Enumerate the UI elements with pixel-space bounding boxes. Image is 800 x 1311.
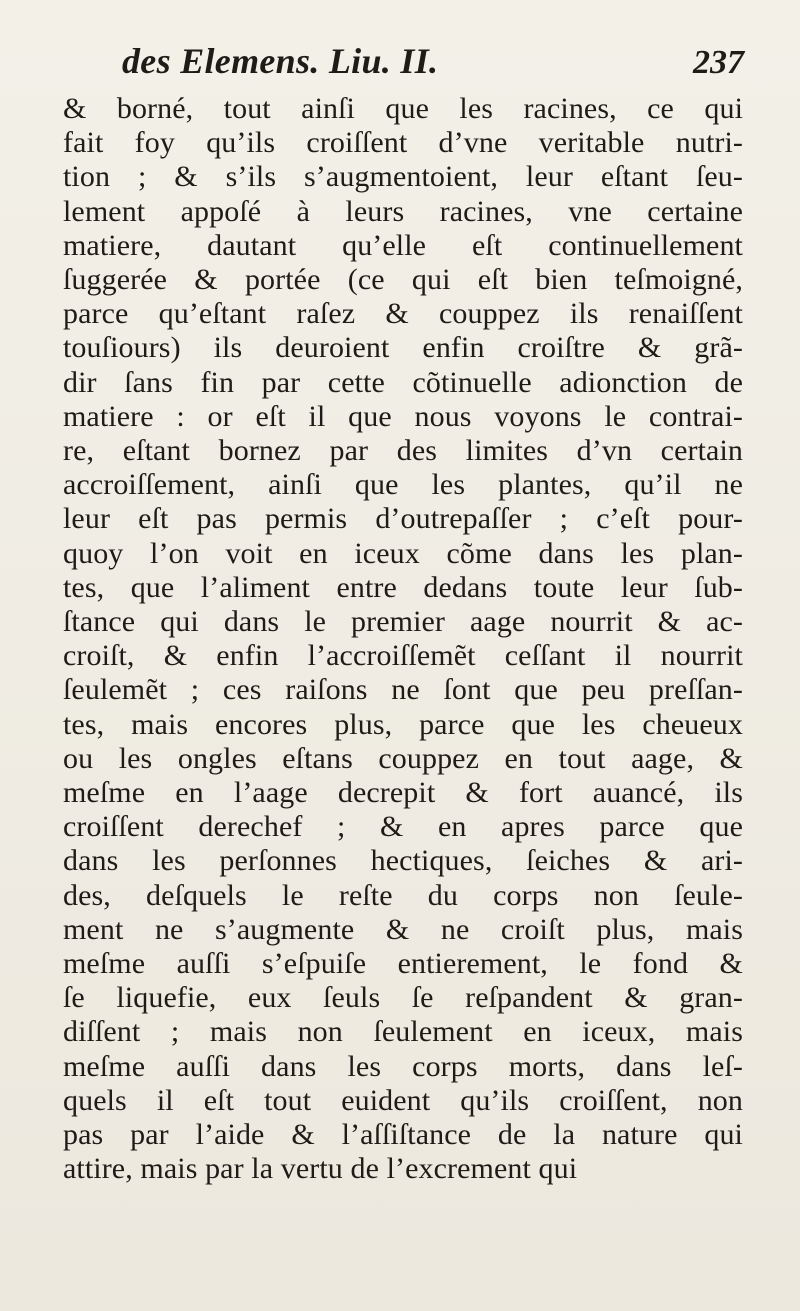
text-line: accroiſſement, ainſi que les plantes, qu’il ne: [63, 468, 743, 502]
text-line: des, deſquels le reſte du corps non ſeule-: [63, 878, 743, 912]
running-title: des Elemens. Liu. II.: [122, 41, 439, 81]
text-line: lement appoſé à leurs racines, vne certaine: [63, 194, 743, 228]
text-line: ment ne s’augmente & ne croiſt plus, mais: [63, 912, 743, 946]
text-line: tion ; & s’ils s’augmentoient, leur eſtant ſeu-: [63, 160, 743, 194]
text-line: meſme en l’aage decrepit & fort auancé, ils: [63, 776, 743, 810]
text-line: dir ſans fin par cette cõtinuelle adionction de: [63, 365, 743, 399]
text-line: ſeulemẽt ; ces raiſons ne ſont que peu preſſan-: [63, 673, 743, 707]
text-line: meſme auſſi s’eſpuiſe entierement, le fond &: [63, 947, 743, 981]
page-number: 237: [693, 44, 744, 81]
text-line: attire, mais par la vertu de l’excrement qui: [63, 1152, 578, 1186]
text-line: ſuggerée & portée (ce qui eſt bien teſmoigné,: [63, 263, 743, 297]
text-line: matiere, dautant qu’elle eſt continuellement: [63, 228, 743, 262]
text-line: tes, mais encores plus, parce que les cheueux: [63, 707, 743, 741]
text-line: parce qu’eſtant raſez & couppez ils renaiſſent: [63, 297, 743, 331]
text-line: matiere : or eſt il que nous voyons le contrai-: [63, 399, 743, 433]
text-line: quoy l’on voit en iceux cõme dans les plan-: [63, 536, 743, 570]
text-line: croiſſent derechef ; & en apres parce que: [63, 810, 743, 844]
body-text: [63, 92, 743, 1187]
text-line: & borné, tout ainſi que les racines, ce qui: [63, 92, 743, 125]
text-line: diſſent ; mais non ſeulement en iceux, mais: [63, 1015, 743, 1049]
text-line: re, eſtant bornez par des limites d’vn certain: [63, 434, 743, 468]
text-line: leur eſt pas permis d’outrepaſſer ; c’eſt pour-: [63, 502, 743, 536]
text-line: pas par l’aide & l’aſſiſtance de la nature qui: [63, 1118, 743, 1152]
text-line: dans les perſonnes hectiques, ſeiches & ari-: [63, 844, 743, 878]
text-line: fait foy qu’ils croiſſent d’vne veritable nutri-: [63, 126, 743, 160]
text-line: meſme auſſi dans les corps morts, dans leſ-: [63, 1049, 743, 1083]
page-header: [122, 40, 744, 82]
text-line: touſiours) ils deuroient enfin croiſtre & grã-: [63, 331, 743, 365]
text-line: croiſt, & enfin l’accroiſſemẽt ceſſant il nourrit: [63, 639, 743, 673]
text-line: ſe liquefie, eux ſeuls ſe reſpandent & gran-: [63, 981, 743, 1015]
text-line: quels il eſt tout euident qu’ils croiſſent, non: [63, 1083, 743, 1117]
text-line: ſtance qui dans le premier aage nourrit & ac-: [63, 605, 743, 639]
text-line: ou les ongles eſtans couppez en tout aage, &: [63, 741, 743, 775]
text-line: tes, que l’aliment entre dedans toute leur ſub-: [63, 570, 743, 604]
